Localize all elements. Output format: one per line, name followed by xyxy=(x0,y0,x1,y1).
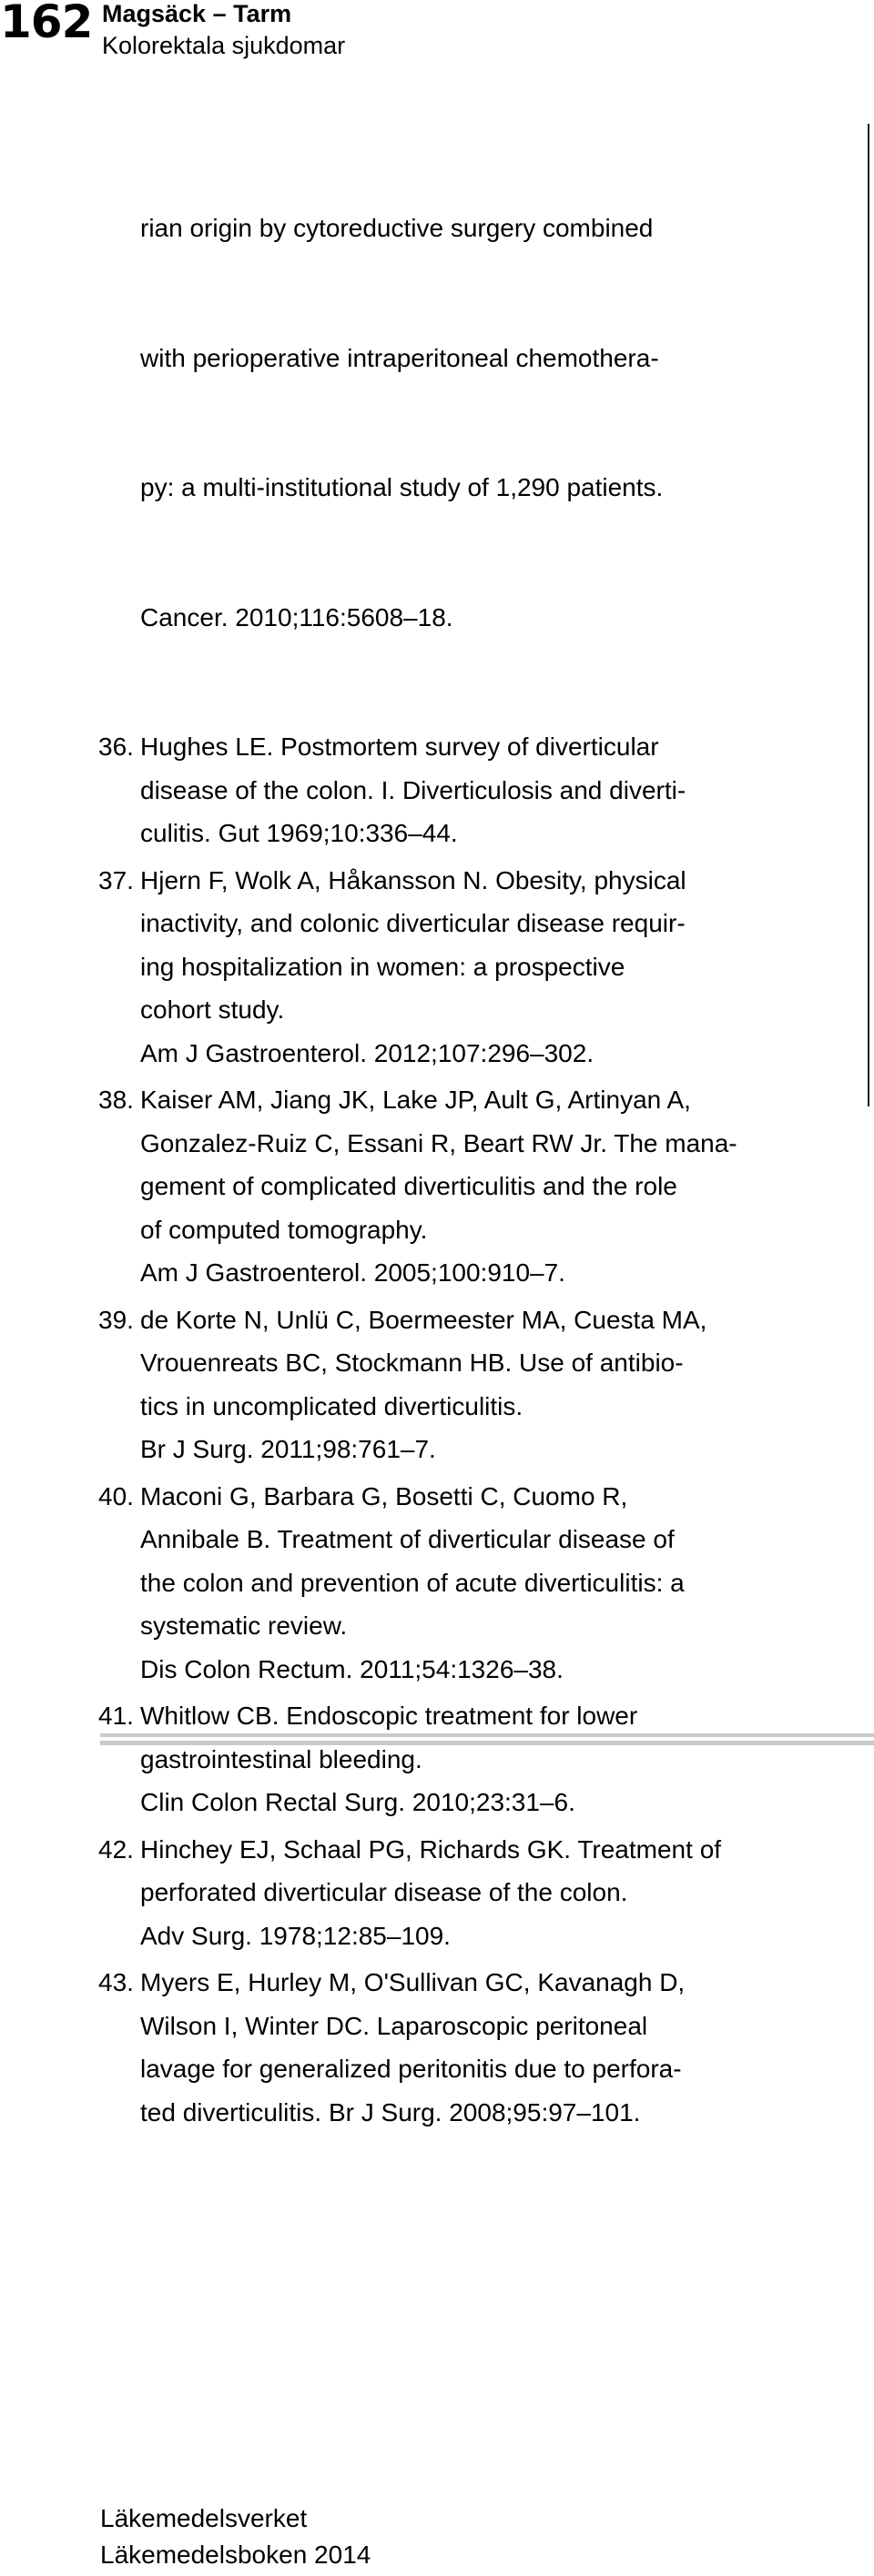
reference-entry xyxy=(100,725,828,855)
section-title: Magsäck – Tarm xyxy=(102,0,292,27)
reference-line: Gonzalez-Ruiz C, Essani R, Beart RW Jr. The mana- xyxy=(140,1128,737,1157)
reference-line: rian origin by cytoreductive surgery combined xyxy=(140,214,654,242)
reference-line: Am J Gastroenterol. 2005;100:910–7. xyxy=(140,1258,565,1287)
reference-number: 38. xyxy=(98,1086,134,1114)
reference-line: systematic review. xyxy=(140,1611,348,1640)
reference-line: Whitlow CB. Endoscopic treatment for lower xyxy=(140,1702,638,1730)
reference-entry xyxy=(100,1694,828,1824)
reference-number: 42. xyxy=(98,1834,134,1864)
footer-publisher: Läkemedelsverket xyxy=(100,2504,308,2532)
reference-line: ing hospitalization in women: a prospective xyxy=(140,952,625,981)
reference-line: de Korte N, Unlü C, Boermeester MA, Cuesta MA, xyxy=(140,1305,707,1334)
reference-number: 36. xyxy=(98,732,134,761)
divider-bar xyxy=(100,1733,874,1737)
reference-line: cohort study. xyxy=(140,995,285,1024)
reference-line: Annibale B. Treatment of diverticular disease of xyxy=(140,1525,675,1553)
page-footer xyxy=(100,2500,371,2573)
reference-number: 39. xyxy=(98,1305,134,1334)
reference-line: ted diverticulitis. Br J Surg. 2008;95:97–101. xyxy=(140,2097,641,2126)
reference-line: perforated diverticular disease of the colon. xyxy=(140,1878,628,1906)
reference-line: Maconi G, Barbara G, Bosetti C, Cuomo R, xyxy=(140,1481,628,1510)
column-rule xyxy=(868,124,869,1106)
reference-line: inactivity, and colonic diverticular disease requir- xyxy=(140,909,686,937)
reference-line: gement of complicated diverticulitis and the role xyxy=(140,1172,677,1200)
reference-line: Am J Gastroenterol. 2012;107:296–302. xyxy=(140,1038,595,1067)
reference-line: Hughes LE. Postmortem survey of diverticular xyxy=(140,732,659,761)
reference-line: Vrouenreats BC, Stockmann HB. Use of antibio- xyxy=(140,1349,684,1377)
reference-line: Dis Colon Rectum. 2011;54:1326–38. xyxy=(140,1654,564,1683)
reference-number: 40. xyxy=(98,1481,134,1510)
reference-line: the colon and prevention of acute diverticulitis: a xyxy=(140,1568,685,1597)
reference-line: Myers E, Hurley M, O'Sullivan GC, Kavanagh D, xyxy=(140,1968,686,1996)
reference-line: Adv Surg. 1978;12:85–109. xyxy=(140,1921,451,1950)
reference-line: py: a multi-institutional study of 1,290 patients. xyxy=(140,473,664,501)
reference-line: disease of the colon. I. Diverticulosis and diverti- xyxy=(140,775,686,804)
reference-entry xyxy=(100,1078,828,1295)
reference-entry xyxy=(100,1828,828,1958)
reference-line: with perioperative intraperitoneal chemothera- xyxy=(140,343,659,372)
footer-publication: Läkemedelsboken 2014 xyxy=(100,2541,371,2569)
reference-entry xyxy=(100,1298,828,1471)
page-number: 162 xyxy=(0,0,93,48)
reference-line: Cancer. 2010;116:5608–18. xyxy=(140,602,453,631)
reference-line: Hjern F, Wolk A, Håkansson N. Obesity, physical xyxy=(140,865,686,894)
reference-line: lavage for generalized peritonitis due to perfora- xyxy=(140,2055,682,2083)
section-subtitle: Kolorektala sjukdomar xyxy=(102,32,346,59)
reference-line: Hinchey EJ, Schaal PG, Richards GK. Treatment of xyxy=(140,1834,722,1864)
page-header xyxy=(0,0,874,59)
reference-line: Kaiser AM, Jiang JK, Lake JP, Ault G, Artinyan A, xyxy=(140,1086,691,1114)
reference-line: gastrointestinal bleeding. xyxy=(140,1744,422,1773)
reference-number: 37. xyxy=(98,865,134,894)
reference-entry xyxy=(100,1961,828,2134)
reference-line: of computed tomography. xyxy=(140,1215,428,1244)
divider-bar xyxy=(100,1741,874,1745)
reference-line: Clin Colon Rectal Surg. 2010;23:31–6. xyxy=(140,1788,575,1816)
reference-line: Br J Surg. 2011;98:761–7. xyxy=(140,1435,436,1463)
reference-number: 43. xyxy=(98,1968,134,1996)
reference-line: Wilson I, Winter DC. Laparoscopic peritoneal xyxy=(140,2011,648,2040)
continued-reference xyxy=(140,120,828,725)
reference-entry xyxy=(100,859,828,1076)
section-divider xyxy=(100,1733,874,1746)
reference-line: tics in uncomplicated diverticulitis. xyxy=(140,1391,523,1420)
reference-line: culitis. Gut 1969;10:336–44. xyxy=(140,819,458,847)
reference-number: 41. xyxy=(98,1702,134,1730)
reference-list xyxy=(100,120,828,2137)
reference-entry xyxy=(100,1475,828,1692)
